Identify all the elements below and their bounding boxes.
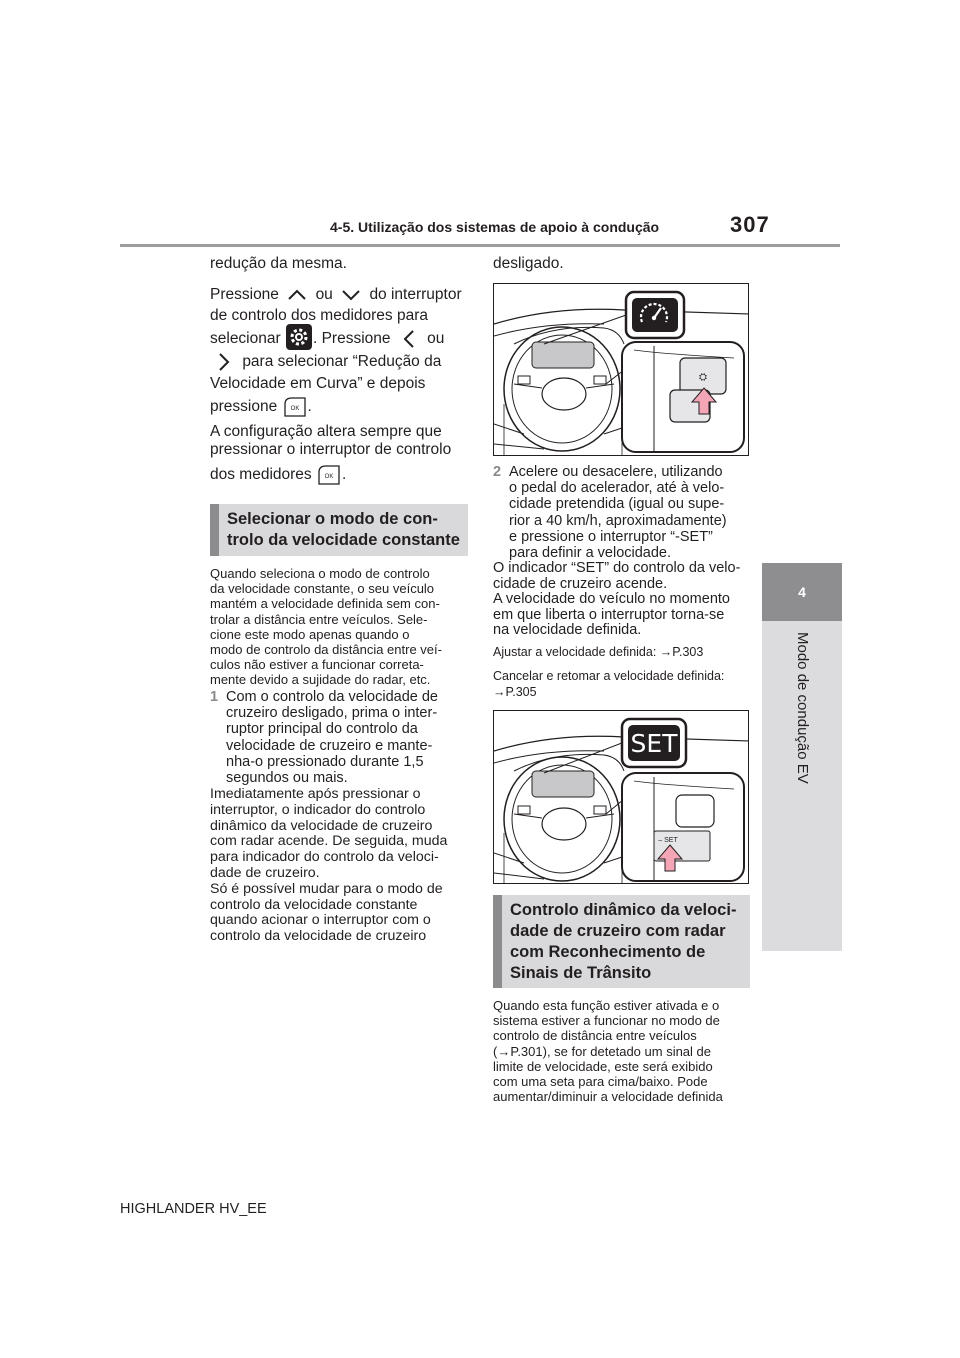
- text-line: cruzeiro desligado, prima o inter-: [226, 705, 438, 722]
- svg-text:OK: OK: [324, 474, 334, 480]
- text-line: interruptor, o indicador do controlo: [210, 801, 426, 818]
- instruction-line-4: [210, 351, 441, 373]
- text-line: dade de cruzeiro.: [210, 864, 320, 881]
- text-line: cione este modo apenas quando o: [210, 626, 410, 642]
- text-line: A velocidade do veículo no momento: [493, 591, 730, 608]
- steering-wheel-drawing: [494, 284, 749, 456]
- text-line: (→P.301), se for detetado um sinal de: [493, 1043, 711, 1059]
- set-indicator-text: SET: [630, 729, 678, 758]
- chapter-tab: [762, 563, 842, 621]
- text-line: para indicador do controlo da veloci-: [210, 849, 439, 866]
- text-line: modo de controlo da distância entre veí-: [210, 642, 442, 658]
- step-number: 1: [210, 689, 219, 705]
- text-line: quando acionar o interruptor com o: [210, 912, 431, 929]
- instruction-line-5: Velocidade em Curva” e depois: [210, 375, 426, 392]
- text-line: cidade de cruzeiro acende.: [493, 575, 668, 592]
- text-line: aumentar/diminuir a velocidade definida: [493, 1089, 723, 1105]
- text: dos medidores: [210, 466, 312, 484]
- instruction-line-2: de controlo dos medidores para: [210, 307, 428, 324]
- text-line: rior a 40 km/h, aproximadamente): [509, 512, 727, 529]
- body-paragraph-3: [493, 561, 755, 639]
- text-line: na velocidade definida.: [493, 622, 642, 639]
- gear-icon: [285, 323, 313, 351]
- ok-button-icon: [282, 395, 308, 419]
- chevron-right-icon: [210, 351, 238, 373]
- body-paragraph-2: [210, 787, 472, 945]
- continuation-line: desligado.: [493, 255, 564, 272]
- header-rule: [120, 244, 840, 247]
- text: selecionar: [210, 330, 281, 348]
- step-1: [210, 689, 470, 786]
- text-line: e pressione o interruptor “-SET”: [509, 528, 713, 545]
- text-line: limite de velocidade, este será exibido: [493, 1058, 713, 1074]
- text: ou: [315, 286, 333, 303]
- text-line: velocidade de cruzeiro e mante-: [226, 737, 433, 754]
- chapter-number: 4: [798, 584, 806, 600]
- text-line: com radar acende. De seguida, muda: [210, 833, 448, 850]
- text: ou: [427, 330, 445, 348]
- chevron-down-icon: [337, 287, 365, 303]
- footer-model-code: HIGHLANDER HV_EE: [120, 1201, 267, 1217]
- text: pressione: [210, 398, 278, 416]
- text: Pressione: [210, 286, 279, 303]
- chevron-left-icon: [395, 328, 423, 350]
- text-line: com uma seta para cima/baixo. Pode: [493, 1074, 708, 1090]
- text-line: segundos ou mais.: [226, 770, 348, 787]
- body-paragraph-1: [210, 566, 470, 688]
- heading-line: trolo da velocidade constante: [227, 531, 460, 549]
- ok-button-icon: [316, 463, 342, 487]
- text-line: Com o controlo da velocidade de: [226, 689, 438, 705]
- text-line: mantém a velocidade definida sem con-: [210, 596, 440, 612]
- text: para selecionar “Redução da: [242, 353, 442, 371]
- text: . Pressione: [312, 330, 391, 348]
- text-line: o pedal do acelerador, até à velo-: [509, 480, 725, 497]
- text-line: controlo da velocidade de cruzeiro: [210, 928, 427, 945]
- svg-text:OK: OK: [290, 406, 299, 412]
- chapter-title: Modo de condução EV: [794, 632, 811, 784]
- instruction-line-9: [210, 463, 346, 487]
- intro-line: redução da mesma.: [210, 255, 347, 272]
- text-line: em que liberta o interruptor torna-se: [493, 606, 725, 623]
- illustration-cruise-main-switch: [493, 283, 749, 456]
- text-line: culos não estiver a funcionar correta-: [210, 657, 424, 673]
- body-paragraph-4: [493, 998, 755, 1104]
- step-2: [493, 464, 749, 561]
- heading-line: Selecionar o modo de con-: [227, 510, 438, 528]
- instruction-line-6: [210, 395, 312, 419]
- instruction-line-7: A configuração altera sempre que: [210, 423, 442, 440]
- heading-constant-speed-mode: [210, 504, 468, 556]
- heading-line: com Reconhecimento de: [510, 943, 706, 961]
- reference-cancel-resume: [493, 668, 724, 700]
- text-line: Imediatamente após pressionar o: [210, 786, 421, 802]
- text-line: Cancelar e retomar a velocidade definida:: [493, 669, 725, 683]
- text-line: Só é possível mudar para o modo de: [210, 880, 443, 897]
- text-line: →P.305: [493, 685, 537, 699]
- text-line: cidade pretendida (igual ou supe-: [509, 496, 725, 513]
- text-line: Quando seleciona o modo de controlo: [210, 566, 430, 581]
- text-line: dinâmico da velocidade de cruzeiro: [210, 817, 433, 834]
- text-line: Acelere ou desacelere, utilizando: [509, 464, 723, 480]
- text-line: nha-o pressionado durante 1,5: [226, 753, 424, 770]
- text: .: [341, 466, 347, 484]
- reference-adjust-speed: Ajustar a velocidade definida: →P.303: [493, 645, 704, 659]
- text-line: ruptor principal do controlo da: [226, 721, 418, 738]
- page-number: 307: [730, 212, 770, 237]
- text-line: para definir a velocidade.: [509, 545, 672, 562]
- text-line: Quando esta função estiver ativada e o: [493, 998, 720, 1013]
- instruction-line-8: pressionar o interruptor de controlo: [210, 441, 452, 458]
- text-line: sistema estiver a funcionar no modo de: [493, 1013, 720, 1029]
- steering-wheel-drawing: [494, 711, 749, 884]
- instruction-line-1: [210, 284, 462, 306]
- text: .: [307, 398, 312, 416]
- text: do interruptor: [369, 286, 462, 303]
- heading-line: dade de cruzeiro com radar: [510, 922, 726, 940]
- text-line: O indicador “SET” do controlo da velo-: [493, 560, 741, 576]
- step-number: 2: [493, 464, 502, 480]
- text-line: controlo de distância entre veículos: [493, 1028, 697, 1044]
- chevron-up-icon: [283, 287, 311, 303]
- section-title: 4-5. Utilização dos sistemas de apoio à condução: [330, 219, 660, 235]
- heading-radar-cruise-road-sign: [493, 895, 750, 988]
- illustration-set-switch: [493, 710, 749, 884]
- heading-line: Controlo dinâmico da veloci-: [510, 901, 737, 919]
- set-switch-label: – SET: [658, 837, 678, 844]
- text-line: trolar a distância entre veículos. Sele-: [210, 611, 428, 627]
- svg-text:⛭: ⛭: [699, 372, 707, 383]
- instruction-line-3: [210, 327, 444, 351]
- text-line: controlo da velocidade constante: [210, 896, 418, 913]
- heading-line: Sinais de Trânsito: [510, 964, 652, 982]
- text-line: mente devido a sujidade do radar, etc.: [210, 672, 431, 688]
- text-line: da velocidade constante, o seu veículo: [210, 581, 435, 597]
